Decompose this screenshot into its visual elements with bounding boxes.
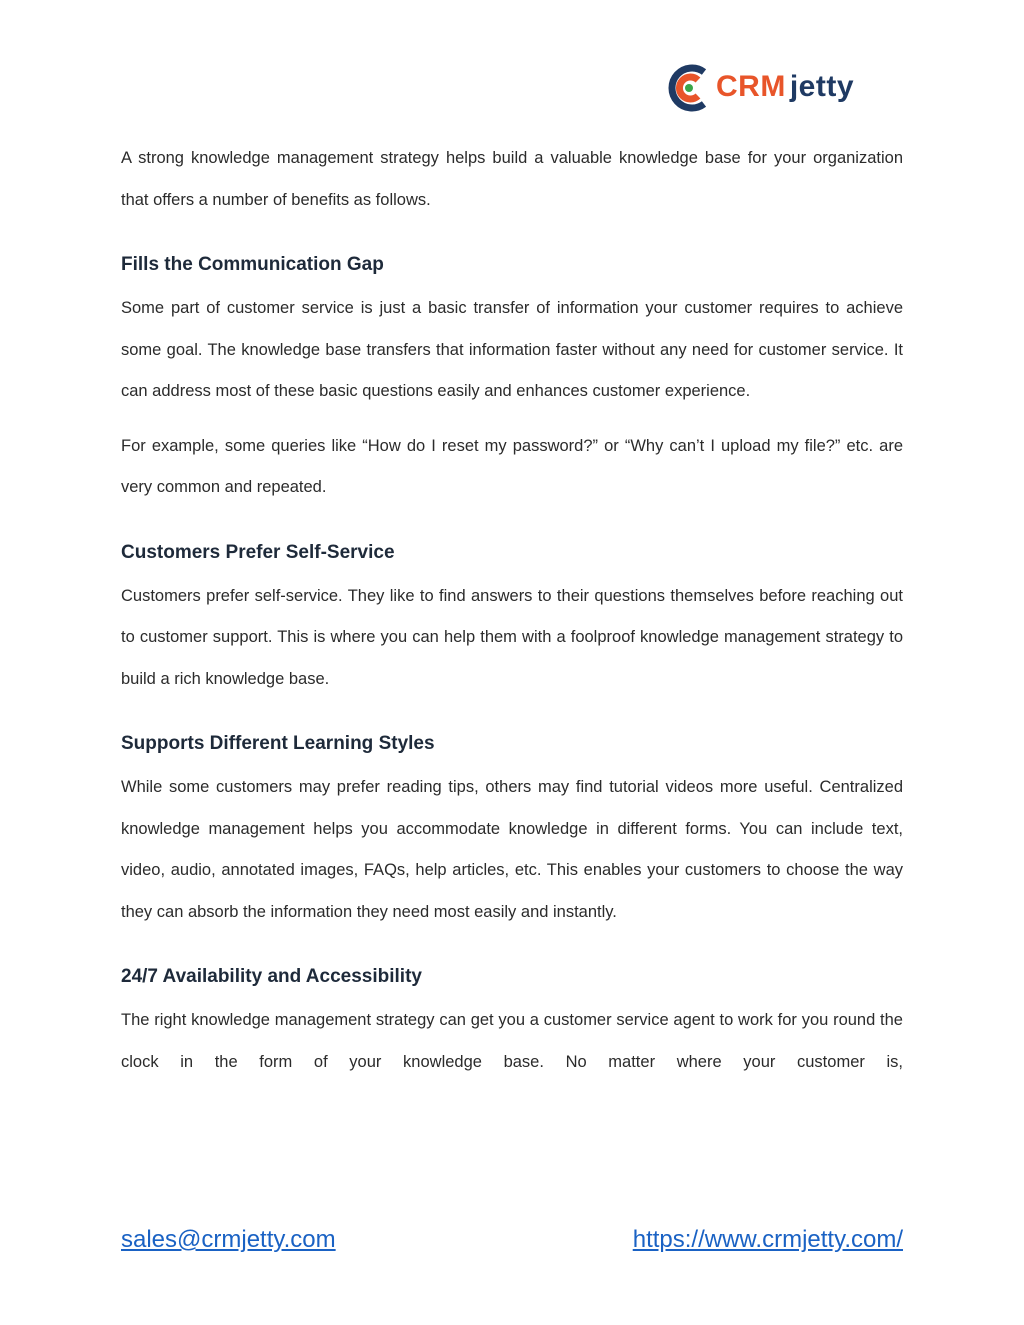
- footer-website-link[interactable]: https://www.crmjetty.com/: [632, 1226, 903, 1253]
- section-paragraph: For example, some queries like “How do I reset my password?” or “Why can’t I upload my file?” etc. are very common and repeated.: [121, 436, 903, 496]
- logo-brand-jetty: jetty: [789, 70, 855, 103]
- page-footer: [121, 1226, 903, 1266]
- section-heading-self-service: Customers Prefer Self-Service: [121, 541, 395, 563]
- footer-email-link[interactable]: sales@crmjetty.com: [121, 1226, 336, 1253]
- section-heading-learning-styles: Supports Different Learning Styles: [121, 733, 435, 754]
- crmjetty-logo: [664, 60, 876, 116]
- document-body: [121, 138, 903, 1083]
- section-paragraph: Some part of customer service is just a basic transfer of information your customer requires to achieve some goal. The knowledge base transfers that information faster without any need for customer service. It can address most of these basic questions easily and enhances customer experience.: [121, 299, 903, 400]
- section-paragraph: Customers prefer self-service. They like to find answers to their questions themselves before reaching out to customer support. This is where you can help them with a foolproof knowledge management strategy to build a rich knowledge base.: [121, 586, 903, 688]
- logo-brand-crm: CRM: [716, 70, 786, 103]
- section-paragraph: While some customers may prefer reading tips, others may find tutorial videos more useful. Centralized knowledge management helps you accommodate knowledge in different forms. You can include text, video, audio, annotated images, FAQs, help articles, etc. This enables your customers to choose the way they can absorb the information they need most easily and instantly.: [121, 778, 903, 921]
- section-paragraph: The right knowledge management strategy can get you a customer service agent to work for you round the clock in the form of your knowledge base. No matter where your customer is,: [121, 1011, 903, 1071]
- section-heading-communication-gap: Fills the Communication Gap: [121, 254, 384, 275]
- intro-paragraph: A strong knowledge management strategy helps build a valuable knowledge base for your organization that offers a number of benefits as follows.: [121, 149, 903, 209]
- section-heading-availability: 24/7 Availability and Accessibility: [121, 966, 422, 987]
- crmjetty-logo-icon: [664, 60, 716, 116]
